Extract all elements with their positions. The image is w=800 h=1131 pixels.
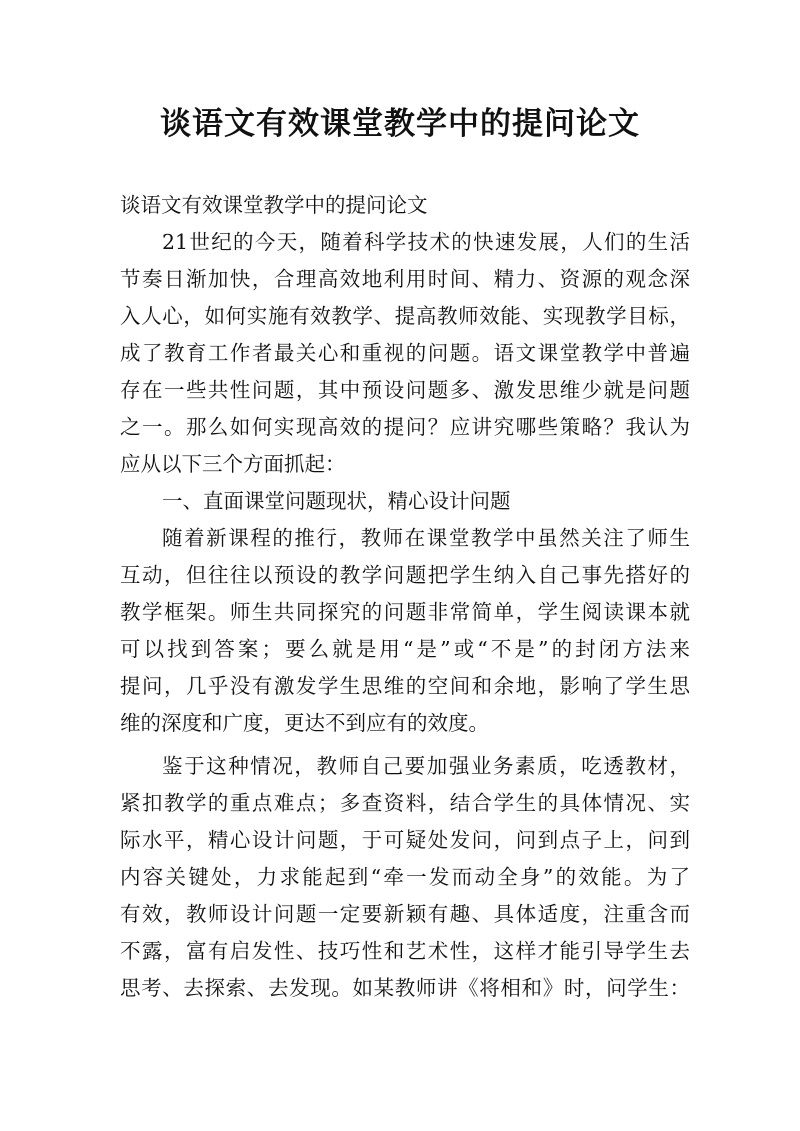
paragraph-line: 随着新课程的推行，教师在课堂教学中虽然关注了师生 bbox=[162, 526, 690, 550]
paragraph-line: 不露，富有启发性、技巧性和艺术性，这样才能引导学生去 bbox=[120, 939, 690, 963]
paragraph-line: 可以找到答案；要么就是用“是”或“不是”的封闭方法来 bbox=[120, 637, 690, 661]
paragraph-line: 互动，但往往以预设的教学问题把学生纳入自己事先搭好的 bbox=[120, 563, 690, 587]
subtitle-line: 谈语文有效课堂教学中的提问论文 bbox=[120, 193, 428, 217]
paragraph-line: 教学框架。师生共同探究的问题非常简单，学生阅读课本就 bbox=[120, 600, 690, 624]
paragraph-line: 提问，几乎没有激发学生思维的空间和余地，影响了学生思 bbox=[120, 674, 690, 698]
paragraph-line: 内容关键处，力求能起到“牵一发而动全身”的效能。为了 bbox=[120, 865, 690, 889]
paragraph-line: 思考、去探索、去发现。如某教师讲《将相和》时，问学生： bbox=[120, 976, 690, 1000]
section-heading: 一、直面课堂问题现状，精心设计问题 bbox=[162, 489, 511, 513]
paragraph-line: 有效，教师设计问题一定要新颖有趣、具体适度，注重含而 bbox=[120, 902, 690, 926]
paragraph-line: 之一。那么如何实现高效的提问？应讲究哪些策略？我认为 bbox=[120, 415, 690, 439]
paragraph-line: 成了教育工作者最关心和重视的问题。语文课堂教学中普遍 bbox=[120, 341, 690, 365]
paragraph-line: 应从以下三个方面抓起： bbox=[120, 452, 346, 476]
paragraph-line: 存在一些共性问题，其中预设问题多、激发思维少就是问题 bbox=[120, 378, 690, 402]
document-title: 谈语文有效课堂教学中的提问论文 bbox=[160, 106, 640, 142]
paragraph-line: 节奏日渐加快，合理高效地利用时间、精力、资源的观念深 bbox=[120, 267, 690, 291]
paragraph-line: 鉴于这种情况，教师自己要加强业务素质，吃透教材， bbox=[162, 754, 690, 778]
paragraph-line: 21世纪的今天，随着科学技术的快速发展，人们的生活 bbox=[162, 230, 690, 254]
paragraph-line: 入人心，如何实施有效教学、提高教师效能、实现教学目标， bbox=[120, 304, 690, 328]
document-body bbox=[120, 187, 690, 1007]
paragraph-line: 紧扣教学的重点难点；多查资料，结合学生的具体情况、实 bbox=[120, 791, 690, 815]
paragraph-line: 维的深度和广度，更达不到应有的效度。 bbox=[120, 711, 489, 735]
paragraph-line: 际水平，精心设计问题，于可疑处发问，问到点子上，问到 bbox=[120, 828, 690, 852]
